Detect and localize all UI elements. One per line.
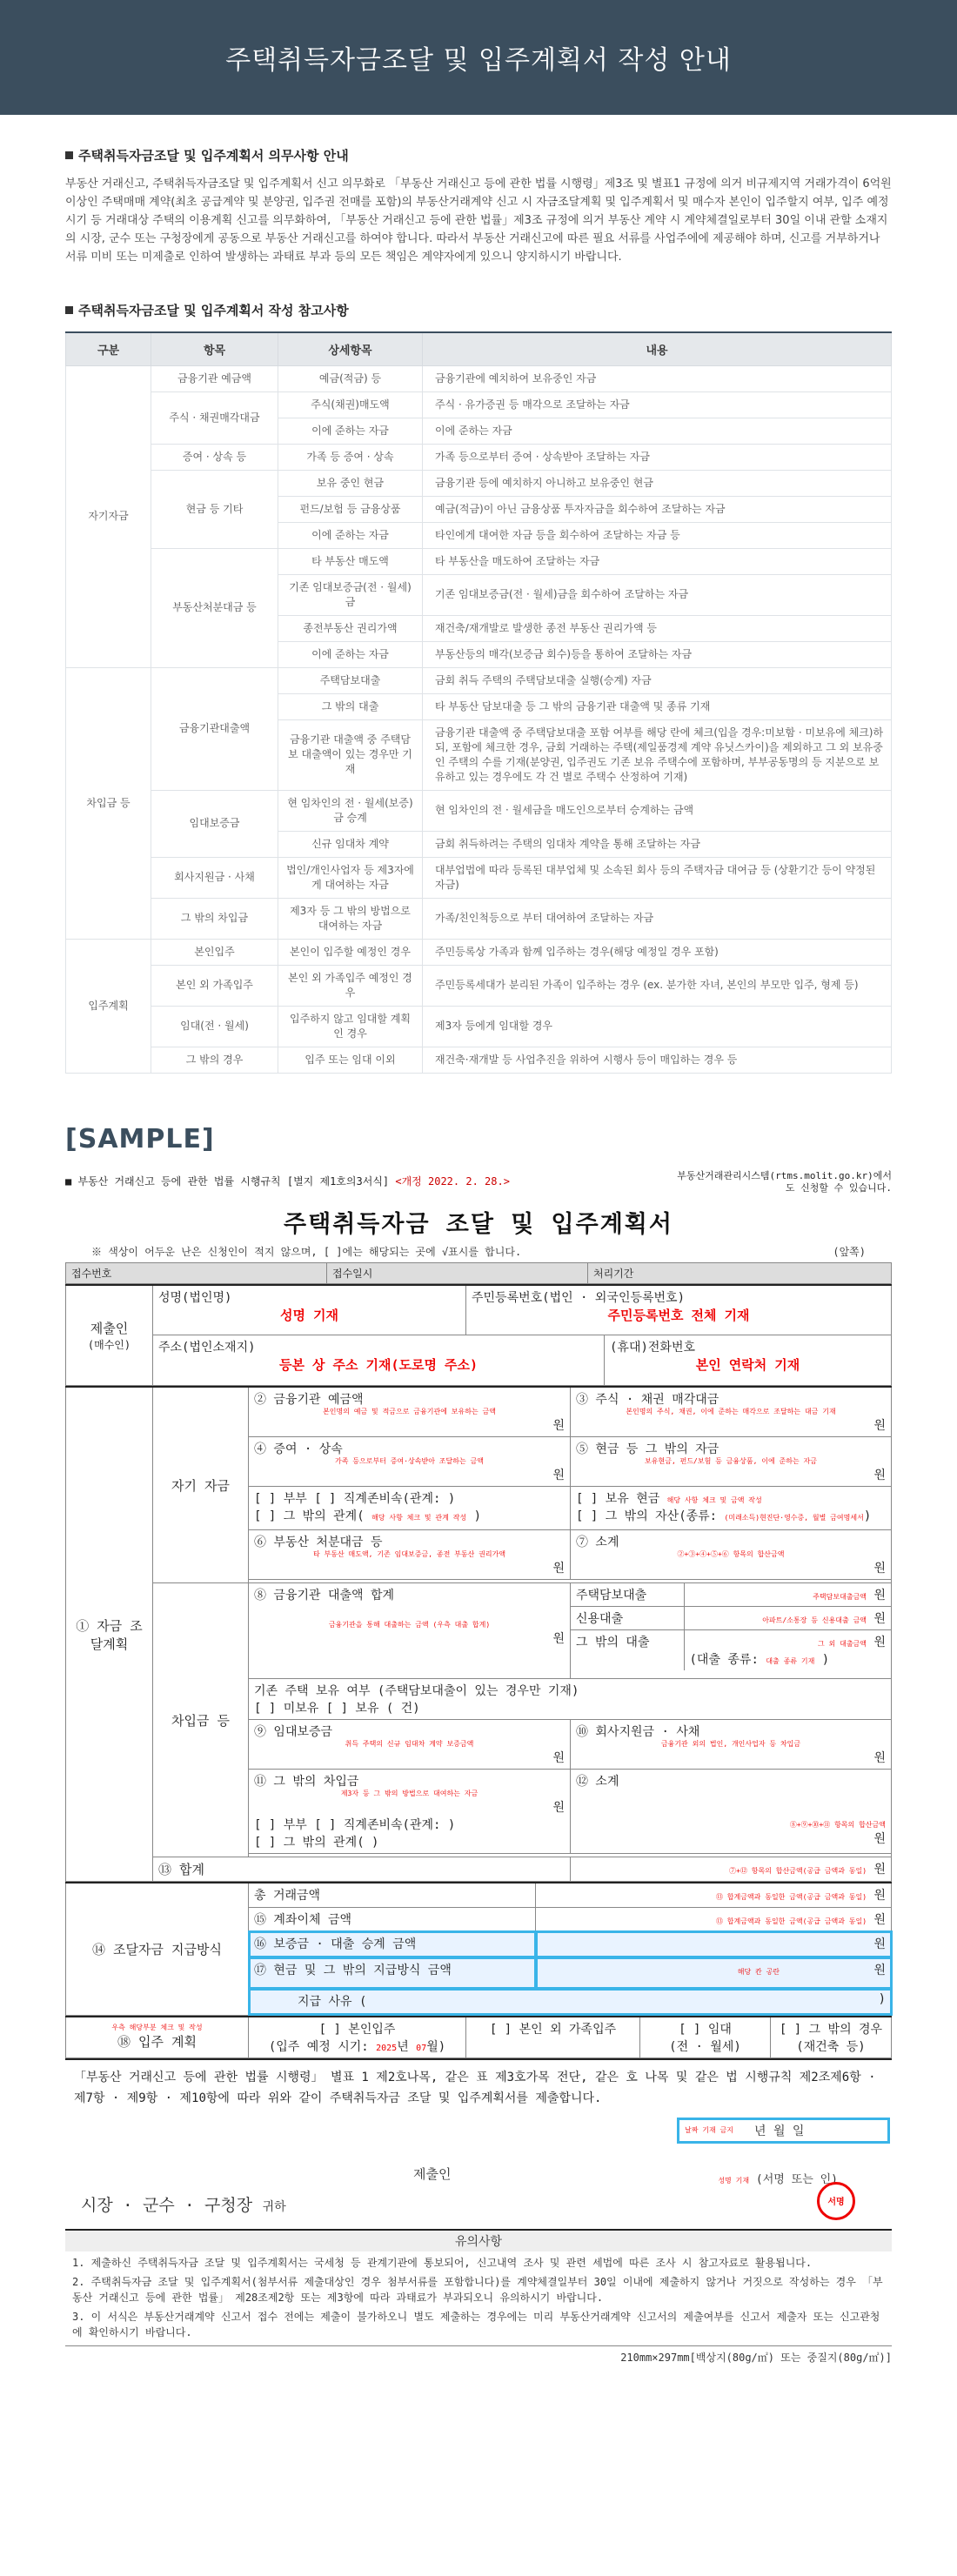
name-value[interactable]: 성명 기재 [280, 1307, 338, 1323]
date-field[interactable]: 날짜 기재 금지 년 월 일 [677, 2118, 890, 2144]
detail-cell: 그 밖의 대출 [278, 693, 423, 719]
table-row [66, 1006, 892, 1047]
content-cell: 금융기관에 예치하여 보유중인 자금 [423, 365, 892, 391]
table-row [66, 1047, 892, 1073]
content-cell: 재건축/재개발로 발생한 종전 부동산 권리가액 등 [423, 615, 892, 641]
address-value[interactable]: 등본 상 주소 기재(도로명 주소) [278, 1357, 478, 1373]
item-cell: 임대(전 · 월세) [151, 1006, 278, 1047]
content-cell: 주식 · 유가증권 등 매각으로 조달하는 자금 [423, 391, 892, 418]
form-title: 주택취득자금 조달 및 입주계획서 [284, 1210, 673, 1238]
group-cell: 입주계획 [66, 939, 151, 1073]
obligation-heading: 주택취득자금조달 및 입주계획서 의무사항 안내 [65, 146, 892, 164]
detail-cell: 주식(채권)매도액 [278, 391, 423, 418]
signature-area: 날짜 기재 금지 년 월 일 제출인 성명 기재 (서명 또는 인) 서명 시장 · 군수 · 구청장 귀하 [65, 2116, 892, 2220]
content-cell: 대부업법에 따라 등록된 대부업체 및 소속된 회사 등의 주택자금 대여금 등 (상환기간 등이 약정된 자금) [423, 857, 892, 898]
content-cell: 타인에게 대여한 자금 등을 회수하여 조달하는 자금 등 [423, 522, 892, 548]
content-cell: 타 부동산을 매도하여 조달하는 자금 [423, 548, 892, 574]
detail-cell: 보유 중인 현금 [278, 470, 423, 496]
group-cell: 차입금 등 [66, 667, 151, 939]
table-row [66, 391, 892, 418]
item-cell: 부동산처분대금 등 [151, 548, 278, 667]
content-cell: 금회 취득하려는 주택의 임대차 계약을 통해 조달하는 자금 [423, 831, 892, 857]
reference-heading: 주택취득자금조달 및 입주계획서 작성 참고사항 [65, 301, 892, 319]
detail-cell: 타 부동산 매도액 [278, 548, 423, 574]
table-row [66, 667, 892, 693]
page-title: 주택취득자금조달 및 입주계획서 작성 안내 [225, 45, 732, 76]
content-cell: 금융기관 등에 예치하지 아니하고 보유중인 현금 [423, 470, 892, 496]
loan-succession-field[interactable]: ⑯ 보증금 · 대출 승계 금액 [249, 1931, 536, 1957]
content-cell: 가족 등으로부터 증여 · 상속받아 조달하는 자금 [423, 444, 892, 470]
detail-cell: 본인 외 가족입주 예정인 경우 [278, 965, 423, 1006]
paper-spec: 210mm×297mm[백상지(80g/㎡) 또는 중질지(80g/㎡)] [620, 2351, 892, 2364]
item-cell: 본인 외 가족입주 [151, 965, 278, 1006]
declaration: 「부동산 거래신고 등에 관한 법률 시행령」 별표 1 제2호나목, 같은 표 제3호가목 전단, 같은 호 나목 및 같은 법 시행규칙 제2조제6항 · 제7항 · 제9항 · 제10항에 따라 위와 같이 주택취득자금 조달 및 입주계획서를 제출합니다. [65, 2058, 892, 2116]
table-row [66, 898, 892, 939]
phone-value[interactable]: 본인 연락처 기재 [695, 1357, 800, 1373]
sample-form [65, 1170, 892, 2373]
item-cell: 본인입주 [151, 939, 278, 965]
seal-mark: 서명 [817, 2182, 855, 2220]
detail-cell: 제3자 등 그 밖의 방법으로 대여하는 자금 [278, 898, 423, 939]
content-cell: 금융기관 대출액 중 주택담보대출 포함 여부를 해당 란에 체크(입을 경우:미보함 · 미보유에 체크)하되, 포함에 체크한 경우, 금회 거래하는 주택(제일품경제 계약 유닛스카이)을 제외하고 그 외 보유중인 주택의 수를 기재(분양권, 입주권도 기존 보유 주택수에 포함하며, 부부공동명의 등 지분으로 보유하고 있는 경우에도 각 건 별로 주택수 산정하여 기재) [423, 719, 892, 790]
detail-cell: 예금(적금) 등 [278, 365, 423, 391]
content-cell: 예금(적금)이 아닌 금융상품 투자자금을 회수하여 조달하는 자금 [423, 496, 892, 522]
obligation-text: 부동산 거래신고, 주택취득자금조달 및 입주계획서 신고 의무화로 「부동산 거래신고 등에 관한 법률 시행령」제3조 및 별표1 규정에 의거 비규제지역 거래가격이 6억원 이상인 주택매매 계약(최초 공급계약 및 분양권, 입주권 전매를 포함)의 부동산거래계약 신고 시 자금조달계획 및 입주계획서 및 매수자 본인이 입주할지 여부, 입주 예정시기 등 거래대상 주택의 이용계획 신고를 의무화하여, 「부동산 거래신고 등에 관한 법률」제3조 규정에 의거 부동산 계약 시 계약체결일로부터 30일 이내 관할 소재지의 시장, 군수 또는 구청장에게 공동으로 부동산 거래신고를 하여야 합니다. 따라서 부동산 거래신고에 따른 필요 서류를 사업주에에 제공해야 하며, 신고를 거부하거나 서류 미비 또는 미제출로 인하여 발생하는 과태료 부과 등의 모든 책임은 계약자에게 있으니 양지하시기 바랍니다. [65, 177, 892, 264]
content-cell: 주민등록세대가 분리된 가족이 입주하는 경우 (ex. 분가한 자녀, 본인의 부모만 입주, 형제 등) [423, 965, 892, 1006]
sample-title: [SAMPLE] [65, 1123, 215, 1154]
table-row [66, 790, 892, 831]
item-cell: 임대보증금 [151, 790, 278, 857]
item-cell: 그 밖의 차입금 [151, 898, 278, 939]
content-cell: 기존 임대보증금(전 · 월세)금을 회수하여 조달하는 자금 [423, 574, 892, 615]
page-header [0, 0, 957, 115]
content-cell: 타 부동산 담보대출 등 그 밖의 금융기관 대출액 및 종류 기재 [423, 693, 892, 719]
detail-cell: 이에 준하는 자금 [278, 641, 423, 667]
detail-cell: 현 임차인의 전 · 월세(보증)금 승계 [278, 790, 423, 831]
content-cell: 현 임차인의 전 · 월세금을 매도인으로부터 승계하는 금액 [423, 790, 892, 831]
table-row [66, 965, 892, 1006]
detail-cell: 본인이 입주할 예정인 경우 [278, 939, 423, 965]
table-row [66, 470, 892, 496]
move-in-table: 우측 해당부분 체크 및 작성 ⑱ 입주 계획 [ ] 본인입주 (입주 예정 시기: 2025년 07월) [ ] 본인 외 가족입주 [ ] 임대 (전 · 월세) [ ] 그 밖의 경우 (재건축 등) [65, 2016, 892, 2058]
detail-cell: 입주 또는 임대 이외 [278, 1047, 423, 1073]
detail-cell: 금융기관 대출액 중 주택담보 대출액이 있는 경우만 기재 [278, 719, 423, 790]
detail-cell: 가족 등 증여 · 상속 [278, 444, 423, 470]
content-cell: 제3자 등에게 임대할 경우 [423, 1006, 892, 1047]
group-cell: 자기자금 [66, 365, 151, 667]
reference-table: 구분 항목 상세항목 내용 자기자금 금융기관 예금액 예금(적금) 등 금융기관에 예치하여 보유중인 자금 주식 · 채권매각대금 주식(채권)매도액 주식 · 유가증권 등 매각으로 조달하는 자금 이에 준하는 자금 이에 준하는 자금 증여 · 상속 등 가족 등 증여 · 상속 가족 등으로부터 증여 · 상속받아 조달하는 자금 현금 등 기타 보유 중인 현금 금융기관 등에 예치하지 아니하고 보유중인 현금 펀드/보험 등 금융상품 예금(적금)이 아닌 금융상품 투자자금을 회수하여 조달하는 자금 이에 준하는 자금 타인에게 대여한 자금 등을 회수하여 조달하는 자금 등 부동산처분대금 등 타 부동산 매도액 타 부동산을 매도하여 조달하는 자금 기존 임대보증금(전 · 월세)금 기존 임대보증금(전 · 월세)금을 회수하여 조달하는 자금 종전부동산 권리가액 재건축/재개발로 발생한 종전 부동산 권리가액 등 이에 준하는 자금 부동산등의 매각(보증금 회수)등을 통하여 조달하는 자금 차입금 등 금융기관대출액 주택담보대출 금회 취득 주택의 주택담보대출 실행(승계) 자금 그 밖의 대출 타 부동산 담보대출 등 그 밖의 금융기관 대출액 및 종류 기재 금융기관 대출액 중 주택담보 대출액이 있는 경우만 기재 금융기관 대출액 중 주택담보대출 포함 여부를 해당 란에 체크(입을 경우:미보함 · 미보유에 체크)하되, 포함에 체크한 경우, 금회 거래하는 주택(제일품경제 계약 유닛스카이)을 제외하고 그 외 보유중인 주택의 수를 기재(분양권, 입주권도 기존 보유 주택수에 포함하며, 부부공동명의 등 지분으로 보유하고 있는 경우에도 각 건 별로 주택수 산정하여 기재) 임대보증금 현 임차인의 전 · 월세(보증)금 승계 현 임차인의 전 · 월세금을 매도인으로부터 승계하는 금액 신규 임대차 계약 금회 취득하려는 주택의 임대차 계약을 통해 조달하는 자금 회사지원금 · 사채 법인/개인사업자 등 제3자에게 대여하는 자금 대부업법에 따라 등록된 대부업체 및 소속된 회사 등의 주택자금 대여금 등 (상환기간 등이 약정된 자금) 그 밖의 차입금 제3자 등 그 밖의 방법으로 대여하는 자금 가족/친인척등으로 부터 대여하여 조달하는 자금 입주계획 본인입주 본인이 입주할 예정인 경우 주민등록상 가족과 함께 입주하는 경우(해당 예정일 경우 포함) 본인 외 가족입주 본인 외 가족입주 예정인 경우 주민등록세대가 분리된 가족이 입주하는 경우 (ex. 분가한 자녀, 본인의 부모만 입주, 형제 등) 임대(전 · 월세) 입주하지 않고 임대할 계획인 경우 제3자 등에게 임대할 경우 그 밖의 경우 입주 또는 임대 이외 재건축·재개발 등 사업추진을 위하여 시행사 등이 매입하는 경우 등 [65, 331, 892, 1074]
item-cell: 증여 · 상속 등 [151, 444, 278, 470]
detail-cell: 이에 준하는 자금 [278, 522, 423, 548]
page-side: (앞쪽) [833, 1245, 866, 1258]
content-cell: 가족/친인척등으로 부터 대여하여 조달하는 자금 [423, 898, 892, 939]
detail-cell: 주택담보대출 [278, 667, 423, 693]
item-cell: 금융기관대출액 [151, 667, 278, 790]
form-note: ※ 색상이 어두운 난은 신청인이 적지 않으며, [ ]에는 해당되는 곳에 √표시를 합니다. [91, 1245, 522, 1258]
detail-cell: 신규 임대차 계약 [278, 831, 423, 857]
rrn-value[interactable]: 주민등록번호 전체 기재 [607, 1307, 750, 1323]
item-cell: 그 밖의 경우 [151, 1047, 278, 1073]
item-cell: 주식 · 채권매각대금 [151, 391, 278, 444]
detail-cell: 펀드/보험 등 금융상품 [278, 496, 423, 522]
item-cell: 금융기관 예금액 [151, 365, 278, 391]
content-cell: 금회 취득 주택의 주택담보대출 실행(승계) 자금 [423, 667, 892, 693]
content-cell: 주민등록상 가족과 함께 입주하는 경우(해당 예정일 경우 포함) [423, 939, 892, 965]
table-row [66, 365, 892, 391]
content-cell: 부동산등의 매각(보증금 회수)등을 통하여 조달하는 자금 [423, 641, 892, 667]
content-cell: 이에 준하는 자금 [423, 418, 892, 444]
detail-cell: 법인/개인사업자 등 제3자에게 대여하는 자금 [278, 857, 423, 898]
content-cell: 재건축·재개발 등 사업추진을 위하여 시행사 등이 매입하는 경우 등 [423, 1047, 892, 1073]
form-table-top: 접수번호 접수일시 처리기간 [65, 1262, 892, 1284]
item-cell: 회사지원금 · 사채 [151, 857, 278, 898]
detail-cell: 이에 준하는 자금 [278, 418, 423, 444]
loan-succession-amount[interactable]: 원 [536, 1931, 892, 1957]
table-row [66, 857, 892, 898]
detail-cell: 입주하지 않고 임대할 계획인 경우 [278, 1006, 423, 1047]
table-row [66, 444, 892, 470]
payment-table: ⑭ 조달자금 지급방식 총 거래금액 ⑬ 합계금액과 동일한 금액(공급 금액과 동일) 원 ⑮ 계좌이체 금액 ⑬ 합계금액과 동일한 금액(공급 금액과 동일) 원 ⑯ 보증금 · 대출 승계 금액 원 ⑰ 현금 및 그 밖의 지급방식 금액 해당 칸 공란 원 지급 사유 ( ) [65, 1882, 892, 2016]
item-cell: 현금 등 기타 [151, 470, 278, 548]
cash-payment-field[interactable]: ⑰ 현금 및 그 밖의 지급방식 금액 [249, 1957, 536, 1989]
funding-table: ① 자금 조달계획 자기 자금 ② 금융기관 예금액 본인명의 예금 및 적금으로 금융기관에 보유하는 금액 원 ③ 주식 · 채권 매각대금 본인명의 주식, 채권, 이에 준하는 매각으로 조달하는 대금 기재 원 ④ 증여 · 상속 가족 등으로부터 증여·상속받아 조달하는 금액 원 ⑤ 현금 등 그 밖의 자금 보유현금, 펀드/보험 등 금융상품, 이에 준하는 자금 원 [ ] 부부 [ ] 직계존비속(관계: ) [ ] 그 밖의 관계( 해당 사항 체크 및 관계 작성 ) [ ] 보유 현금 해당 사항 체크 및 금액 작성 [ ] 그 밖의 자산(종류: (미래소득)현진단·영수증, 월별 금여명세서) ⑥ 부동산 처분대금 등 타 부동산 매도액, 기존 임대보증금, 종전 부동산 권리가액 원 ⑦ 소계 ②+③+④+⑤+⑥ 항목의 합산금액 원 차입금 등 ⑧ 금융기관 대출액 합계 금융기관을 통해 대출하는 금액 (우측 대출 합계) 원 주택담보대출 주택담보대출금액 원 신용대출 아파트/소통장 등 신용대출 금액 원 그 밖의 대출 그 외 대출금액 원 (대출 종류: 대출 종류 기재 ) 기존 주택 보유 여부 (주택담보대출이 있는 경우만 기재) [ ] 미보유 [ ] 보유 ( 건) ⑨ 임대보증금 취득 주택의 신규 임대차 계약 보증금액 원 ⑩ 회사지원금 · 사채 금융기관 외의 법인, 개인사업자 등 차입금 원 ⑪ 그 밖의 차입금 제3자 등 그 밖의 방법으로 대여하는 자금 원 [ ] 부부 [ ] 직계존비속(관계: ) [ ] 그 밖의 관계( ) ⑫ 소계 ⑧+⑨+⑩+⑪ 항목의 합산금액 원 ⑬ 합계 ⑦+⑫ 항목의 합산금액(공급 금액과 동일) 원 [65, 1386, 892, 1882]
notes-box: 유의사항 1. 제출하신 주택취득자금 조달 및 입주계획서는 국세청 등 관계기관에 통보되어, 신고내역 조사 및 관련 세법에 따른 조사 시 참고자료로 활용됩니다. 2. 주택취득자금 조달 및 입주계획서(첨부서류 제출대상인 경우 첨부서류를 포함합니다)를 계약체결일부터 30일 이내에 제출하지 않거나 거짓으로 작성하는 경우 「부동산 거래신고 등에 관한 법률」 제28조제2항 또는 제3항에 따라 과태료가 부과되오니 유의하시기 바랍니다. 3. 이 서식은 부동산거래계약 신고서 접수 전에는 제출이 불가하오니 별도 제출하는 경우에는 미리 부동산거래계약 신고서의 제출여부를 신고서 제출자 또는 신고관청에 확인하시기 바랍니다. [65, 2229, 892, 2346]
submitter-table: 제출인 (매수인) 성명(법인명) 성명 기재 주민등록번호(법인 · 외국인등록번호) 주민등록번호 전체 기재 주소(법인소재지) 등본 상 주소 기재(도로명 주소) (휴대)전화번호 본인 연락처 기재 [65, 1284, 892, 1387]
detail-cell: 종전부동산 권리가액 [278, 615, 423, 641]
detail-cell: 기존 임대보증금(전 · 월세)금 [278, 574, 423, 615]
law-line: ■ 부동산 거래신고 등에 관한 법률 시행규칙 [별지 제1호의3서식] <개정 2022. 2. 28.> 부동산거래관리시스템(rtms.molit.go.kr)에서도 신청할 수 있습니다. [65, 1169, 892, 1194]
table-row [66, 548, 892, 574]
table-row [66, 939, 892, 965]
